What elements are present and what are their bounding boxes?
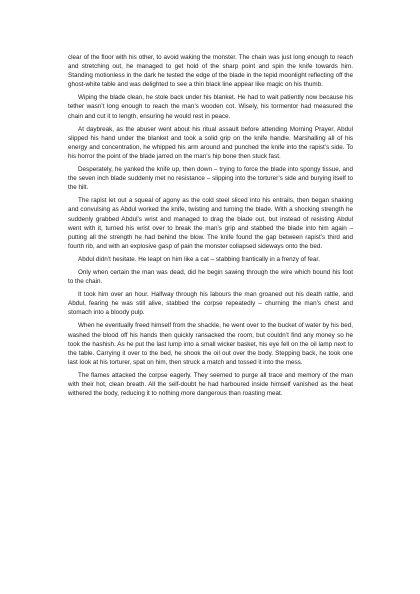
paragraph: clear of the floor with his other, to avoid waking the monster. The chain was just long enough to reach and stretching out, he managed to get hold of the sharp point and spin the knife towards him. Standing motionless in the dark he tested the edge of the blade in the tepid moonlight reflecting off the ghost-white table and was delighted to see a thin black line appear like magic on his thumb.: [68, 54, 353, 89]
paragraph: The flames attacked the corpse eagerly. They seemed to purge all trace and memory of the man with their hot, clean breath. All the self-doubt he had harboured inside himself vanished as the heat withered the body, reducing it to nothing more dangerous than roasting meat.: [68, 371, 353, 398]
paragraph: The rapist let out a squeal of agony as the cold steel sliced into his entrails, then began shaking and convulsing as Abdul worked the knife, twisting and turning the blade. With a shocking strength he suddenly grabbed Abdul’s wrist and managed to drag the blade out, but instead of resisting Abdul went with it, turned his wrist over to break the man’s grip and stabbed the blade into him again – putting all the strength he had behind the blow. The knife found the gap between rapist’s third and fourth rib, and with an explosive gasp of pain the monster collapsed sideways onto the bed.: [68, 197, 353, 250]
paragraph: Only when certain the man was dead, did he begin sawing through the wire which bound his foot to the chain.: [68, 268, 353, 286]
body-text: [68, 53, 353, 402]
paragraph: It took him over an hour. Halfway through his labours the man groaned out his death rattle, and Abdul, fearing he was still alive, stabbed the corpse repeatedly – churning the man’s chest and stomach into a bloody pulp.: [68, 291, 353, 317]
paragraph: Wiping the blade clean, he stole back under his blanket. He had to wait patiently now because his tether wasn’t long enough to reach the man’s wooden cot. Wisely, his tormentor had measured the chain and cut it to length, ensuring he would rest in peace.: [68, 94, 353, 120]
paragraph: At daybreak, as the abuser went about his ritual assault before attending Morning Prayer, Abdul slipped his hand under the blanket and took a solid grip on the knife handle. Marshalling all of his energy and concentration, he whipped his arm around and punched the knife into the rapist’s side. To his horror the point of the blade jarred on the man’s hip bone then stuck fast.: [68, 125, 353, 160]
paragraph: When he eventually freed himself from the shackle, he went over to the bucket of water by his bed, washed the blood off his hands then quickly ransacked the room, but couldn’t find any money so he took the hashish. As he put the last lump into a small wicker basket, his eye fell on the oil lamp next to the table. Carrying it over to the bed, he shook the oil out over the body. Stepping back, he took one last look at his torturer, spat on him, then struck a match and tossed it into the mess.: [68, 322, 353, 366]
paragraph: Desperately, he yanked the knife up, then down – trying to force the blade into spongy tissue, and the seven inch blade suddenly met no resistance – slipping into the torturer’s side and burying itself to the hilt.: [68, 166, 353, 192]
paragraph: Abdul didn’t hesitate. He leapt on him like a cat – stabbing frantically in a frenzy of fear.: [78, 255, 320, 263]
